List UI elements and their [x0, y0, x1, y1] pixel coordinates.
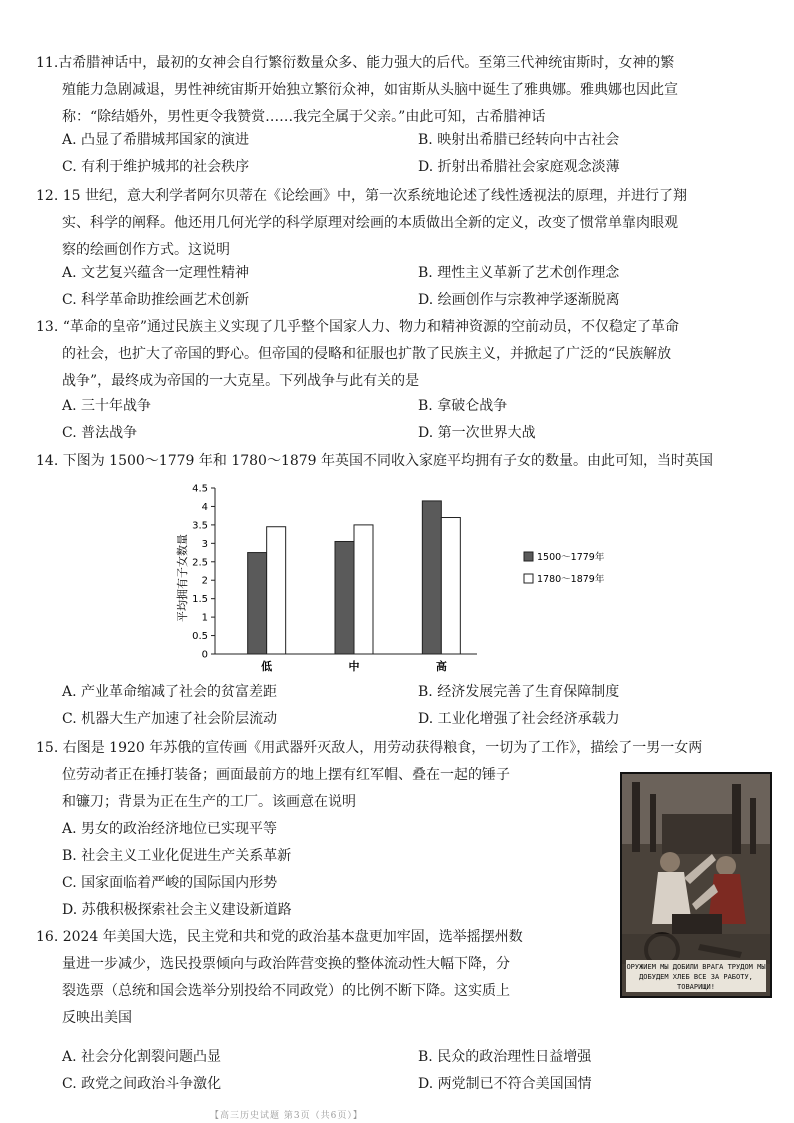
option-d[interactable]: D. 工业化增强了社会经济承载力 [418, 711, 620, 727]
stem-line: 12. 15 世纪，意大利学者阿尔贝蒂在《论绘画》中，第一次系统地论述了线性透视法的原理，并进行了翔 [36, 188, 687, 204]
y-tick-label: 4 [201, 501, 208, 513]
stem-line: 11.古希腊神话中，最初的女神会自行繁衍数量众多、能力强大的后代。至第三代神统宙斯时，女神的繁 [36, 55, 675, 71]
stem-line: 和镰刀；背景为正在生产的工厂。该画意在说明 [62, 794, 356, 810]
question-16 [36, 924, 614, 1032]
option-d[interactable]: D. 折射出希腊社会家庭观念淡薄 [418, 159, 620, 175]
bar-中-series-1 [335, 541, 354, 654]
question-11 [36, 50, 764, 131]
stem-line: 裂选票（总统和国会选举分别投给不同政党）的比例不断下降。这实质上 [62, 983, 510, 999]
option-a[interactable]: A. 男女的政治经济地位已实现平等 [62, 821, 278, 837]
y-tick-label: 2.5 [192, 557, 208, 569]
stem-line: 量进一步减少，选民投票倾向与政治阵营变换的整体流动性大幅下降，分 [62, 956, 510, 972]
option-d[interactable]: D. 苏俄积极探索社会主义建设新道路 [62, 902, 292, 918]
x-tick-label: 低 [261, 660, 273, 673]
option-c[interactable]: C. 有利于维护城邦的社会秩序 [62, 159, 250, 175]
stem-line: 殖能力急剧减退，男性神统宙斯开始独立繁衍众神，如宙斯从头脑中诞生了雅典娜。雅典娜也因此宣 [62, 82, 678, 98]
legend-swatch [524, 552, 533, 561]
legend-label: 1500～1779年 [537, 552, 605, 563]
option-c[interactable]: C. 普法战争 [62, 425, 138, 441]
propaganda-poster-image [620, 772, 772, 998]
option-c[interactable]: C. 机器大生产加速了社会阶层流动 [62, 711, 278, 727]
y-tick-label: 0.5 [192, 631, 208, 643]
option-c[interactable]: C. 科学革命助推绘画艺术创新 [62, 292, 250, 308]
option-a[interactable]: A. 产业革命缩减了社会的贫富差距 [62, 684, 278, 700]
y-tick-label: 0 [201, 649, 208, 661]
stem-line: 实、科学的阐释。他还用几何光学的科学原理对绘画的本质做出全新的定义，改变了惯常单靠肉眼观 [62, 215, 678, 231]
y-tick-label: 4.5 [192, 483, 208, 495]
bar-高-series-2 [441, 518, 460, 654]
option-a[interactable]: A. 三十年战争 [62, 398, 152, 414]
bar-低-series-2 [267, 527, 286, 654]
legend-label: 1780～1879年 [537, 574, 605, 585]
question-13 [36, 314, 764, 395]
option-a[interactable]: A. 社会分化割裂问题凸显 [62, 1049, 222, 1065]
option-b[interactable]: B. 民众的政治理性日益增强 [418, 1049, 592, 1065]
x-tick-label: 高 [435, 660, 447, 673]
y-tick-label: 1 [201, 612, 208, 624]
page-footer: 【高三历史试题 第3页（共6页）】 [210, 1111, 363, 1121]
option-a[interactable]: A. 凸显了希腊城邦国家的演进 [62, 132, 250, 148]
option-c[interactable]: C. 政党之间政治斗争激化 [62, 1076, 222, 1092]
option-b[interactable]: B. 社会主义工业化促进生产关系革新 [62, 848, 292, 864]
option-b[interactable]: B. 经济发展完善了生育保障制度 [418, 684, 620, 700]
option-c[interactable]: C. 国家面临着严峻的国际国内形势 [62, 875, 278, 891]
y-axis-label: 平均拥有子女数量 [176, 534, 189, 622]
stem-line: 15. 右图是 1920 年苏俄的宣传画《用武器歼灭敌人，用劳动获得粮食，一切为了工作》，描绘了一男一女两 [36, 740, 703, 756]
stem-line: 反映出美国 [62, 1010, 132, 1026]
bar-chart [170, 478, 640, 676]
stem-line: 称：“除结婚外，男性更令我赞赏……我完全属于父亲。”由此可知，古希腊神话 [62, 109, 546, 125]
legend-swatch [524, 574, 533, 583]
option-b[interactable]: B. 理性主义革新了艺术创作理念 [418, 265, 620, 281]
option-d[interactable]: D. 两党制已不符合美国国情 [418, 1076, 592, 1092]
poster-caption: ОРУЖИЕМ МЫ ДОБИЛИ ВРАГА ТРУДОМ МЫ ДОБУДЕМ ХЛЕБ ВСЕ ЗА РАБОТУ, ТОВАРИЩИ! [626, 960, 766, 992]
stem-line: 16. 2024 年美国大选，民主党和共和党的政治基本盘更加牢固，选举摇摆州数 [36, 929, 523, 945]
option-d[interactable]: D. 绘画创作与宗教神学逐渐脱离 [418, 292, 620, 308]
option-b[interactable]: B. 拿破仑战争 [418, 398, 508, 414]
bar-低-series-1 [248, 553, 267, 654]
stem-line: 位劳动者正在捶打装备；画面最前方的地上摆有红军帽、叠在一起的锤子 [62, 767, 510, 783]
option-d[interactable]: D. 第一次世界大战 [418, 425, 536, 441]
x-tick-label: 中 [348, 660, 360, 673]
option-a[interactable]: A. 文艺复兴蕴含一定理性精神 [62, 265, 250, 281]
y-tick-label: 1.5 [192, 594, 208, 606]
y-tick-label: 3 [201, 538, 208, 550]
stem-line: 的社会，也扩大了帝国的野心。但帝国的侵略和征服也扩散了民族主义，并掀起了广泛的“民族解放 [62, 346, 672, 362]
option-b[interactable]: B. 映射出希腊已经转向中古社会 [418, 132, 620, 148]
question-12 [36, 183, 764, 264]
bar-中-series-2 [354, 525, 373, 654]
stem-line: 察的绘画创作方式。这说明 [62, 242, 230, 258]
y-tick-label: 3.5 [192, 520, 208, 532]
stem-line: 战争”，最终成为帝国的一大克星。下列战争与此有关的是 [62, 373, 420, 389]
stem-line: 13. “革命的皇帝”通过民族主义实现了几乎整个国家人力、物力和精神资源的空前动员，不仅稳定了革命 [36, 319, 680, 335]
stem-line: 14. 下图为 1500～1779 年和 1780～1879 年英国不同收入家庭平均拥有子女的数量。由此可知，当时英国 [36, 453, 714, 469]
bar-高-series-1 [422, 501, 441, 654]
question-14 [36, 448, 764, 475]
y-tick-label: 2 [201, 575, 208, 587]
